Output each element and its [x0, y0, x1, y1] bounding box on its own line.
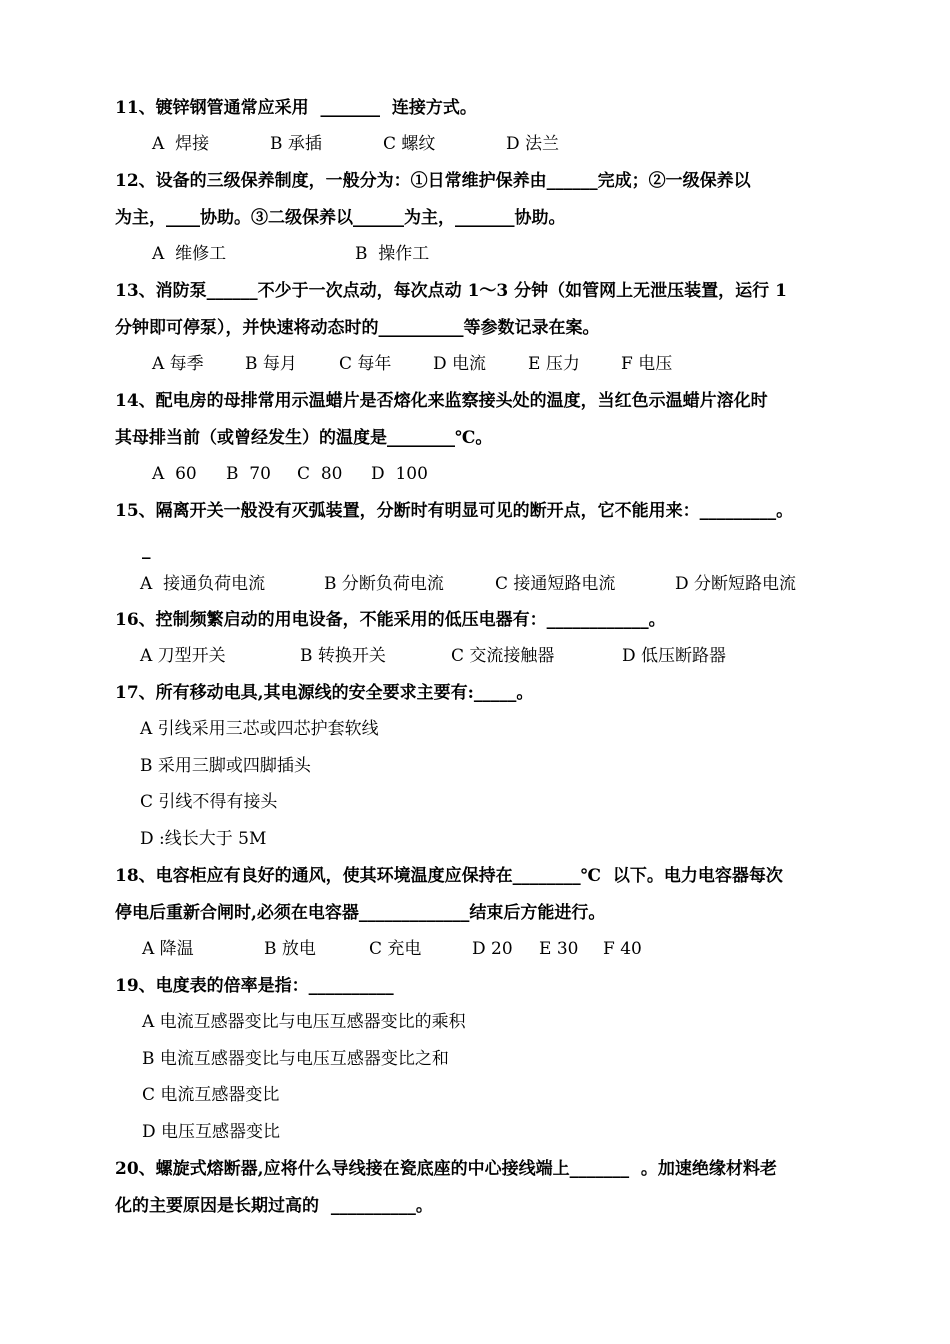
option-c: C 80	[297, 464, 343, 484]
option-a: A 每季	[152, 354, 204, 374]
option-b: B 分断负荷电流	[324, 574, 444, 594]
question-14-text-line-2: 其母排当前（或曾经发生）的温度是________℃。	[115, 428, 493, 448]
option-a: A 维修工	[152, 244, 227, 264]
option-c: C 每年	[339, 354, 392, 374]
option-b: B 70	[226, 464, 271, 484]
option-b: B 采用三脚或四脚插头	[140, 756, 311, 776]
option-a: A 引线采用三芯或四芯护套软线	[140, 719, 379, 739]
option-d: D 法兰	[506, 134, 560, 154]
option-a: A 电流互感器变比与电压互感器变比的乘积	[142, 1012, 466, 1032]
option-f: F 40	[603, 939, 642, 959]
question-13-text-line-1: 13、消防泵______不少于一次点动，每次点动 1～3 分钟（如管网上无泄压装置，运行 1	[115, 281, 787, 301]
question-18-text-line-2: 停电后重新合闸时,必须在电容器_____________结束后方能进行。	[115, 903, 606, 923]
option-c: C 电流互感器变比	[142, 1085, 280, 1105]
question-15-text-line-1: 15、隔离开关一般没有灭弧装置，分断时有明显可见的断开点，它不能用来：_________。	[115, 501, 794, 521]
option-c: C 接通短路电流	[495, 574, 616, 594]
question-17-text: 17、所有移动电具,其电源线的安全要求主要有:_____。	[115, 683, 534, 703]
option-b: B 每月	[245, 354, 297, 374]
question-20-text-line-1: 20、螺旋式熔断器,应将什么导线接在瓷底座的中心接线端上_______ 。加速绝缘材料老	[115, 1159, 777, 1179]
option-c: C 充电	[369, 939, 422, 959]
option-d: D 分断短路电流	[675, 574, 797, 594]
option-b: B 放电	[264, 939, 316, 959]
option-a: A 接通负荷电流	[140, 574, 266, 594]
option-d: D :线长大于 5M	[140, 829, 267, 849]
option-b: B 电流互感器变比与电压互感器变比之和	[142, 1049, 449, 1069]
question-12-text-line-2: 为主，____协助。③二级保养以______为主，_______协助。	[115, 208, 566, 228]
question-19-text: 19、电度表的倍率是指：__________	[115, 976, 394, 996]
option-c: C 螺纹	[383, 134, 436, 154]
question-16-text: 16、控制频繁启动的用电设备，不能采用的低压电器有：____________。	[115, 610, 666, 630]
question-15-text-line-2: _	[142, 540, 151, 560]
option-e: E 压力	[528, 354, 580, 374]
option-d: D 电流	[433, 354, 487, 374]
option-c: C 交流接触器	[451, 646, 555, 666]
option-d: D 电压互感器变比	[142, 1122, 281, 1142]
question-11-text: 11、镀锌钢管通常应采用 _______ 连接方式。	[115, 98, 477, 118]
option-d: D 低压断路器	[622, 646, 727, 666]
question-20-text-line-2: 化的主要原因是长期过高的 __________。	[115, 1196, 433, 1216]
option-a: A 60	[152, 464, 197, 484]
option-b: B 操作工	[355, 244, 430, 264]
option-a: A 刀型开关	[140, 646, 226, 666]
question-14-text-line-1: 14、配电房的母排常用示温蜡片是否熔化来监察接头处的温度，当红色示温蜡片溶化时	[115, 391, 768, 411]
question-12-text-line-1: 12、设备的三级保养制度，一般分为：①日常维护保养由______完成；②一级保养以	[115, 171, 751, 191]
question-18-text-line-1: 18、电容柜应有良好的通风，使其环境温度应保持在________℃ 以下。电力电容器每次	[115, 866, 783, 886]
option-e: E 30	[539, 939, 579, 959]
option-f: F 电压	[621, 354, 673, 374]
option-c: C 引线不得有接头	[140, 792, 278, 812]
option-d: D 100	[371, 464, 428, 484]
option-b: B 转换开关	[300, 646, 386, 666]
option-d: D 20	[472, 939, 513, 959]
option-a: A 焊接	[152, 134, 210, 154]
question-13-text-line-2: 分钟即可停泵），并快速将动态时的__________等参数记录在案。	[115, 318, 600, 338]
option-b: B 承插	[270, 134, 322, 154]
option-a: A 降温	[142, 939, 194, 959]
